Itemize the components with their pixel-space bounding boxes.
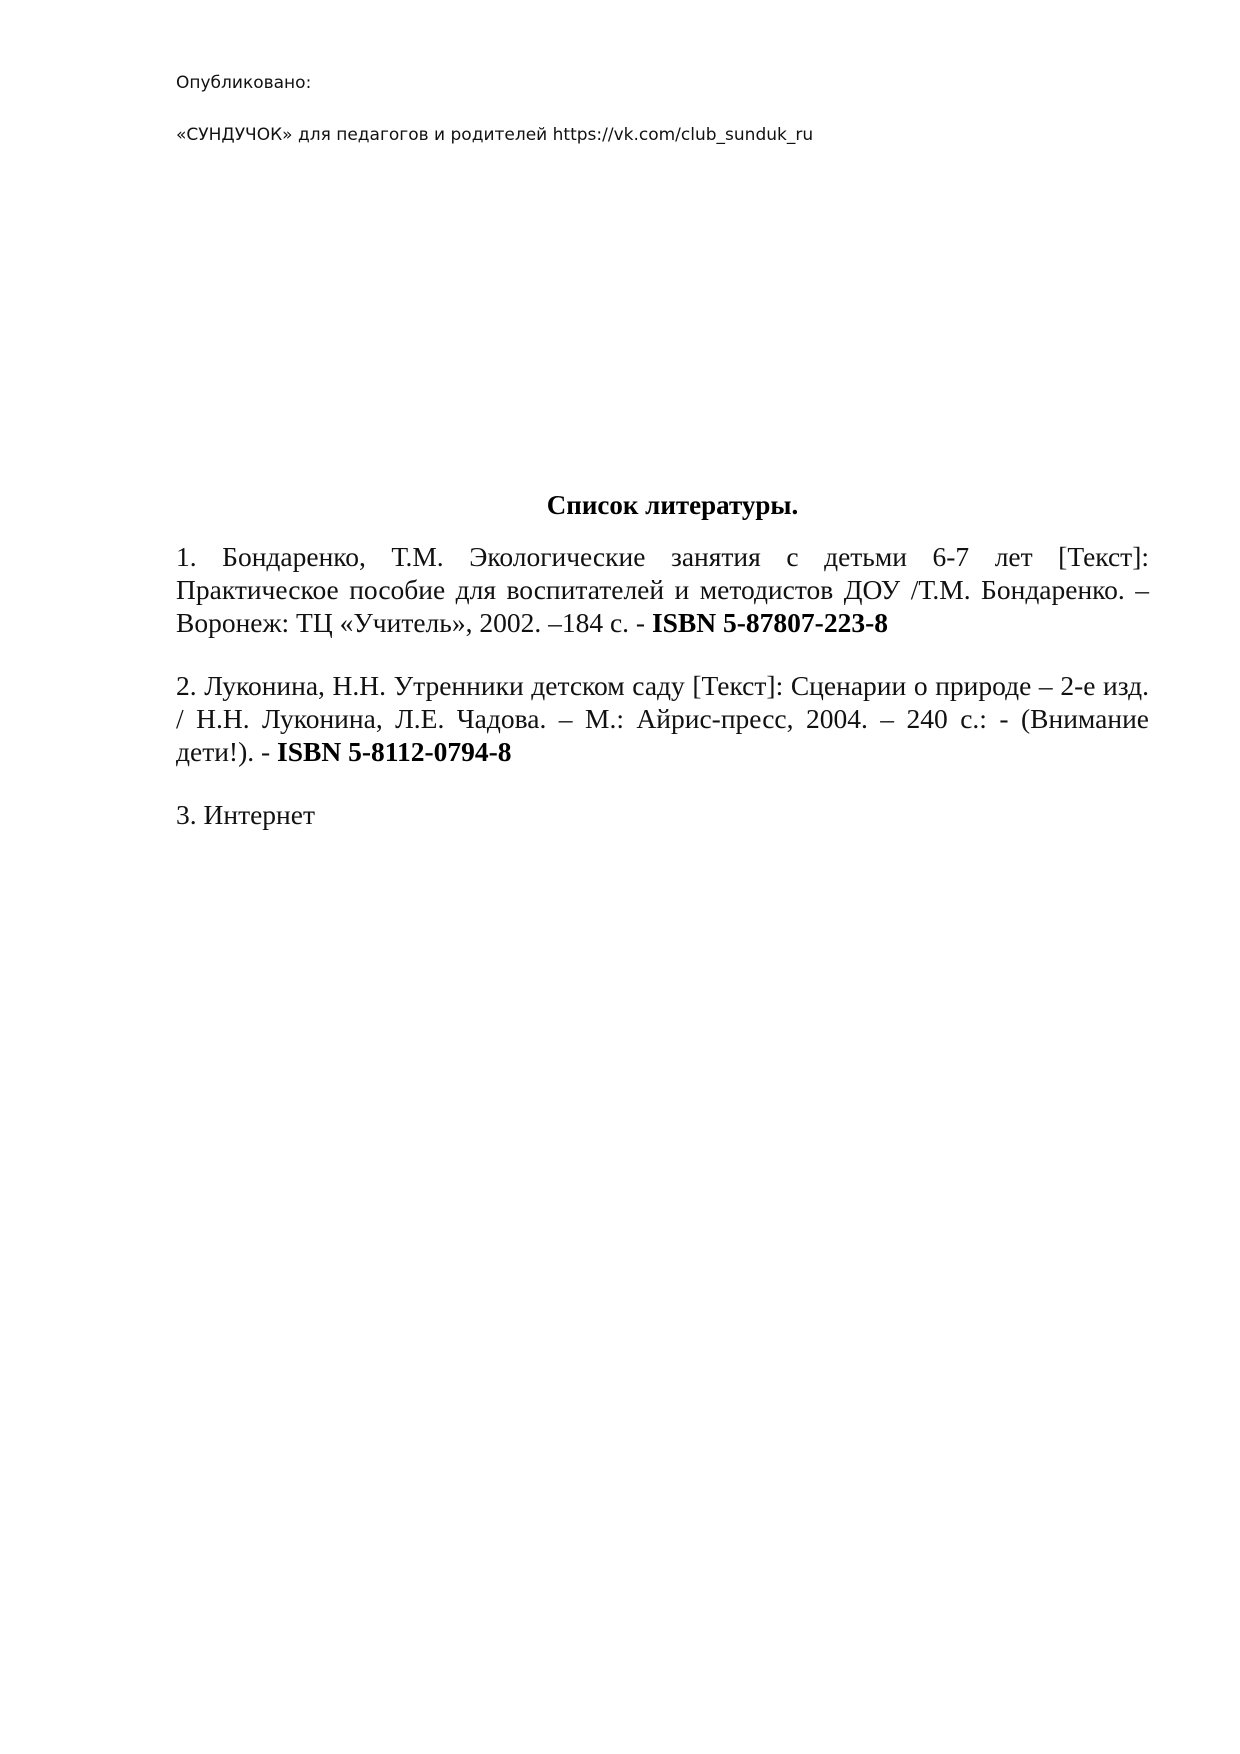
references-section [176, 488, 1149, 861]
reference-text: Интернет [203, 799, 315, 830]
reference-isbn: ISBN 5-87807-223-8 [651, 607, 888, 638]
source-line: «СУНДУЧОК» для педагогов и родителей https://vk.com/club_sunduk_ru [176, 125, 814, 145]
reference-isbn: ISBN 5-8112-0794-8 [277, 736, 512, 767]
reference-text: Бондаренко, Т.М. Экологические занятия с детьми 6-7 лет [Текст]: Практическое пособие для воспитателей и методистов ДОУ /Т.М. Бондаренко. – Воронеж: ТЦ «Учитель», 2002. –184 с. - [176, 541, 1149, 638]
publication-header [176, 72, 1076, 146]
reference-item-3 [176, 798, 1149, 831]
published-label: Опубликовано: [176, 73, 312, 93]
references-title: Список литературы. [546, 490, 799, 520]
reference-item-1 [176, 540, 1149, 639]
reference-number: 2. [176, 670, 197, 701]
reference-number: 3. [176, 799, 197, 830]
reference-item-2 [176, 669, 1149, 768]
reference-text: Луконина, Н.Н. Утренники детском саду [Текст]: Сценарии о природе – 2-е изд. / Н.Н. Луконина, Л.Е. Чадова. – М.: Айрис-пресс, 2004. – 240 с.: - (Внимание дети!). - [176, 670, 1150, 767]
reference-number: 1. [176, 541, 197, 572]
